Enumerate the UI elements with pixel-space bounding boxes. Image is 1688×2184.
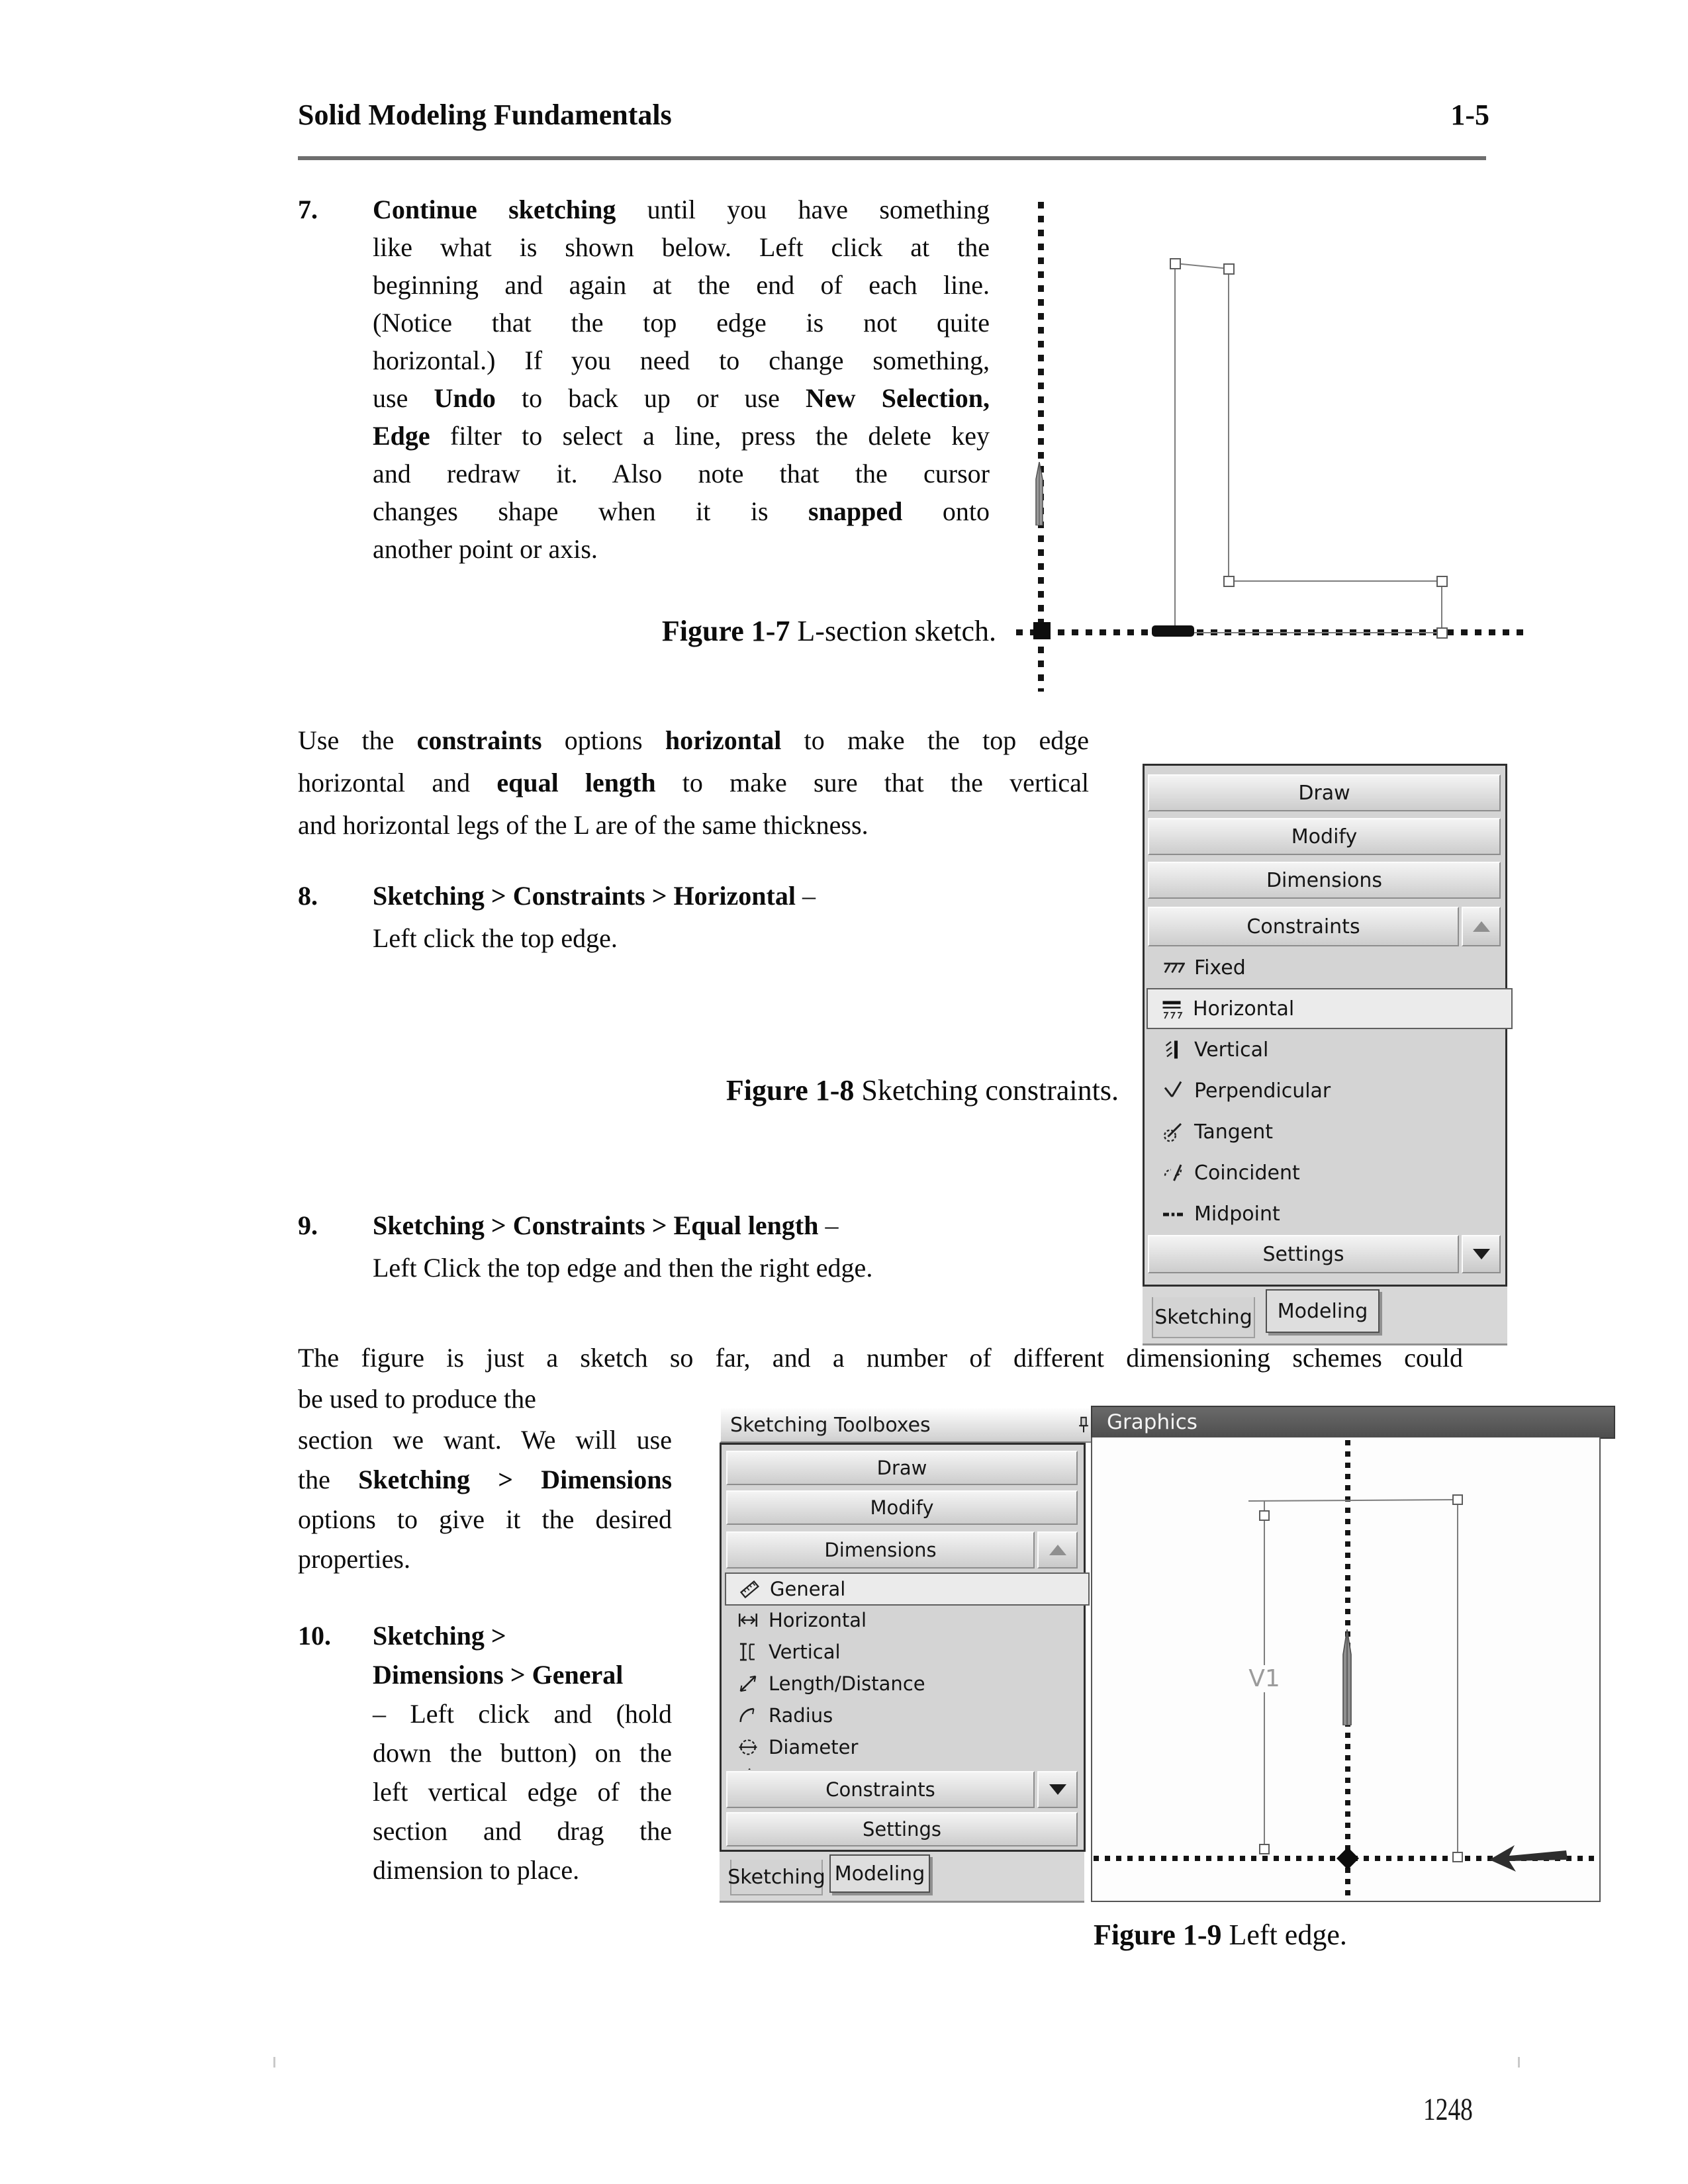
graphics-titlebar — [1091, 1406, 1615, 1439]
constraints-paragraph-line: and horizontal legs of the L are of the same thickness. — [298, 810, 868, 840]
vertical-constraint-icon — [1161, 1038, 1185, 1062]
item-9-line: Sketching > Constraints > Equal length – — [373, 1210, 839, 1240]
dimensions-group-label: Dimensions — [1266, 868, 1383, 892]
dimension-item-vertical — [725, 1636, 1087, 1668]
item-10-line: Sketching > — [373, 1621, 506, 1651]
figure-1-9-caption-number: Figure 1-9 — [1094, 1919, 1222, 1951]
dimensioning-paragraph-line: properties. — [298, 1544, 410, 1574]
draw-group-label: Draw — [1298, 781, 1350, 805]
modify-group-label: Modify — [1291, 825, 1358, 848]
origin-point-marker — [1033, 622, 1051, 639]
toolbox-tabstrip — [1143, 1287, 1507, 1345]
constraint-item-perpendicular — [1149, 1070, 1509, 1111]
dimension-item-clipped — [725, 1763, 1075, 1770]
draw-group-label: Draw — [876, 1457, 927, 1479]
constraint-item-horizontal-selected — [1147, 988, 1513, 1029]
item-7-line: Edge filter to select a line, press the delete key — [373, 421, 990, 451]
dimensions-group-button — [1148, 862, 1501, 899]
constraint-item-label: Midpoint — [1194, 1202, 1280, 1226]
item-9-number: 9. — [298, 1210, 318, 1240]
item-7-line: beginning and again at the end of each line. — [373, 270, 990, 300]
item-10-line: section and drag the — [373, 1816, 672, 1846]
page-number-label: 1-5 — [1450, 99, 1489, 131]
settings-group-label: Settings — [1262, 1242, 1344, 1266]
item-7-line: and redraw it. Also note that the cursor — [373, 459, 990, 488]
tab-modeling-label: Modeling — [834, 1862, 925, 1886]
constraint-item-label: Fixed — [1194, 956, 1246, 979]
tab-sketching — [727, 1860, 825, 1895]
figure-1-7-caption — [457, 614, 996, 648]
constraints-group-label: Constraints — [1246, 915, 1360, 938]
item-10-line: down the button) on the — [373, 1738, 672, 1768]
dimension-item-label: General — [770, 1578, 846, 1600]
dimension-item-diameter — [725, 1731, 1087, 1763]
dimensioning-paragraph-line: section we want. We will use — [298, 1425, 672, 1455]
coincident-constraint-icon — [1161, 1161, 1185, 1185]
modify-group-button — [1148, 818, 1501, 855]
dimension-item-radius — [725, 1700, 1087, 1731]
item-10-line: Dimensions > General — [373, 1660, 624, 1690]
header-rule — [298, 156, 1486, 160]
dimension-item-label: Length/Distance — [769, 1672, 925, 1695]
tab-sketching-label: Sketching — [1154, 1305, 1252, 1329]
scroll-up-button — [1462, 907, 1501, 946]
constraints-paragraph-line: Use the constraints options horizontal to make the top edge — [298, 725, 1089, 755]
dimension-item-label: Diameter — [769, 1736, 859, 1758]
settings-group-label: Settings — [863, 1818, 941, 1841]
scroll-up-icon — [1473, 921, 1490, 932]
constraint-item-label: Tangent — [1194, 1120, 1274, 1144]
item-7-line: Continue sketching until you have something — [373, 195, 990, 224]
perpendicular-constraint-icon — [1161, 1079, 1185, 1103]
constraint-item-fixed — [1149, 947, 1509, 988]
constraints-group-button — [726, 1771, 1035, 1808]
figure-1-9-caption — [1094, 1918, 1347, 1952]
constraint-item-tangent — [1149, 1111, 1509, 1152]
item-7-line: changes shape when it is snapped onto — [373, 496, 990, 526]
modify-group-label: Modify — [870, 1496, 934, 1519]
stray-mark — [1518, 2057, 1520, 2068]
l-section-outline — [986, 192, 1542, 708]
dimensioning-paragraph-line: The figure is just a sketch so far, and a number of different dimensioning schemes could — [298, 1343, 1463, 1373]
constraint-item-midpoint — [1149, 1193, 1509, 1234]
dimension-item-label: Horizontal — [769, 1609, 867, 1631]
figure-1-9-caption-text: Left edge. — [1221, 1919, 1347, 1951]
scroll-up-icon — [1049, 1545, 1066, 1555]
snapped-point-marker — [1152, 625, 1194, 637]
horizontal-constraint-icon — [1160, 997, 1184, 1021]
sketching-toolboxes-titlebar — [720, 1407, 1104, 1443]
pencil-cursor-icon — [1337, 1629, 1357, 1725]
dimension-item-general-selected — [725, 1572, 1090, 1606]
dimension-v1-label: V1 — [1246, 1665, 1283, 1692]
constraint-item-vertical — [1149, 1029, 1509, 1070]
dimension-item-length-distance — [725, 1668, 1087, 1700]
dimensioning-paragraph-line: be used to produce the — [298, 1384, 536, 1414]
scroll-down-button — [1462, 1235, 1501, 1273]
constraint-item-label: Horizontal — [1193, 997, 1295, 1021]
item-10-line: – Left click and (hold — [373, 1699, 672, 1729]
constraint-item-coincident — [1149, 1152, 1509, 1193]
item-10-line: dimension to place. — [373, 1855, 580, 1885]
tab-modeling-label: Modeling — [1277, 1299, 1368, 1323]
constraint-item-label: Vertical — [1194, 1038, 1269, 1062]
dimensioning-paragraph-line: the Sketching > Dimensions — [298, 1465, 673, 1494]
item-7-line: horizontal.) If you need to change something, — [373, 345, 990, 375]
fixed-constraint-icon — [1161, 956, 1185, 979]
dimensions-group-label: Dimensions — [824, 1539, 937, 1561]
midpoint-constraint-icon — [1161, 1202, 1185, 1226]
tab-modeling — [829, 1854, 930, 1893]
figure-1-7-sketch — [986, 192, 1542, 708]
diameter-icon — [737, 1736, 759, 1758]
item-7-line: use Undo to back up or use New Selection, — [373, 383, 990, 413]
dimension-item-label: Radius — [769, 1704, 833, 1727]
item-7-line: (Notice that the top edge is not quite — [373, 308, 990, 338]
stamped-page-number: 1248 — [1423, 2092, 1473, 2127]
draw-group-button — [726, 1451, 1078, 1485]
figure-1-7-caption-number: Figure 1-7 — [661, 615, 790, 647]
dimensioning-paragraph-line: options to give it the desired — [298, 1504, 672, 1534]
page-title: Solid Modeling Fundamentals — [298, 99, 672, 131]
tab-sketching-label: Sketching — [727, 1865, 825, 1889]
tab-modeling — [1266, 1289, 1380, 1333]
modify-group-button — [726, 1490, 1078, 1525]
figure-1-9-screenshot — [720, 1396, 1601, 1903]
dimensions-group-button — [726, 1531, 1035, 1569]
scroll-down-icon — [1049, 1784, 1066, 1795]
horizontal-dimension-icon — [737, 1609, 759, 1631]
drag-arrow-cursor-icon — [1488, 1843, 1570, 1874]
figure-1-7-caption-text: L-section sketch. — [790, 615, 996, 647]
item-7-line: another point or axis. — [373, 534, 598, 564]
constraint-item-label: Coincident — [1194, 1161, 1300, 1185]
dimension-item-label: Vertical — [769, 1641, 841, 1663]
graphics-title: Graphics — [1107, 1410, 1197, 1434]
item-8-line: Left click the top edge. — [373, 923, 618, 953]
item-9-line: Left Click the top edge and then the right edge. — [373, 1253, 873, 1283]
tab-sketching — [1152, 1297, 1255, 1338]
figure-1-8-caption-number: Figure 1-8 — [726, 1074, 855, 1107]
toolbox-tabstrip — [720, 1852, 1084, 1903]
radius-icon — [737, 1704, 759, 1727]
constraints-paragraph-line: horizontal and equal length to make sure that the vertical — [298, 768, 1089, 797]
sketching-toolboxes-title: Sketching Toolboxes — [730, 1413, 931, 1437]
item-10-number: 10. — [298, 1621, 331, 1651]
settings-group-button — [1148, 1235, 1459, 1273]
settings-group-button — [726, 1812, 1078, 1846]
constraint-item-label: Perpendicular — [1194, 1079, 1331, 1103]
scroll-down-button — [1037, 1771, 1078, 1808]
item-8-number: 8. — [298, 881, 318, 911]
scroll-down-icon — [1473, 1249, 1490, 1259]
vertical-dimension-icon — [737, 1641, 759, 1663]
clipped-item-icon — [737, 1763, 759, 1770]
dimension-item-horizontal — [725, 1604, 1087, 1636]
length-distance-icon — [737, 1672, 759, 1695]
figure-1-8-panel — [1143, 764, 1507, 1346]
pencil-cursor-icon — [1031, 462, 1047, 525]
constraints-group-button — [1148, 907, 1459, 946]
scroll-up-button — [1037, 1531, 1078, 1569]
item-7-number: 7. — [298, 195, 318, 224]
draw-group-button — [1148, 774, 1501, 811]
item-10-line: left vertical edge of the — [373, 1777, 672, 1807]
stray-mark — [273, 2057, 275, 2068]
item-7-line: like what is shown below. Left click at the — [373, 232, 990, 262]
constraints-group-label: Constraints — [825, 1778, 935, 1801]
tangent-constraint-icon — [1161, 1120, 1185, 1144]
item-8-line: Sketching > Constraints > Horizontal – — [373, 881, 816, 911]
general-dimension-icon — [738, 1578, 761, 1600]
figure-1-8-caption — [589, 1073, 1119, 1107]
figure-1-8-caption-text: Sketching constraints. — [854, 1074, 1119, 1107]
